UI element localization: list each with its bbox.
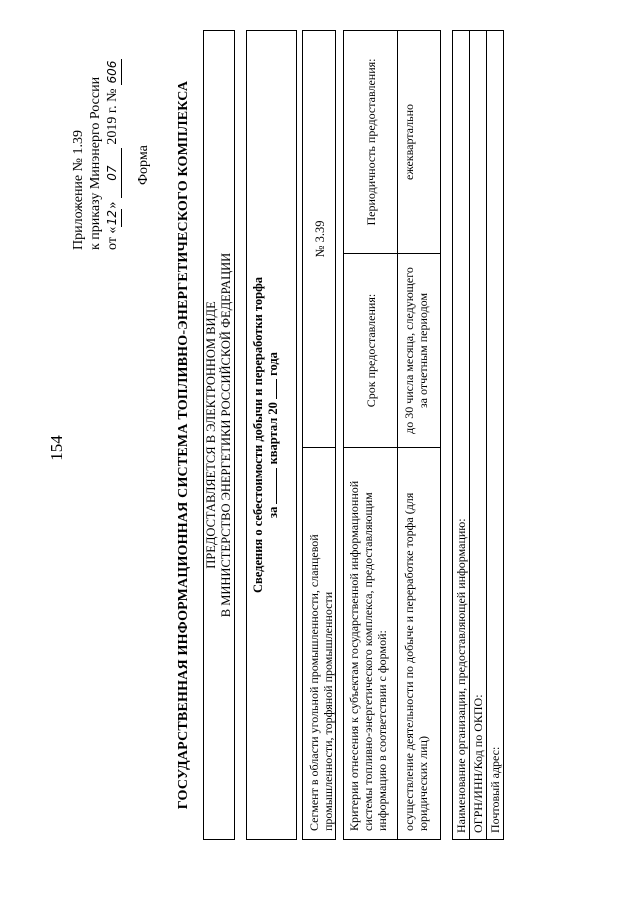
appendix-line-2: к приказу Минэнерго России xyxy=(88,76,103,250)
form-number: № 3.39 xyxy=(313,220,327,258)
submission-box xyxy=(203,30,235,840)
periodicity-value: ежеквартально xyxy=(402,104,416,180)
criteria-header: Критерии отнесения к субъектам государственной информационной системы топливно-энергетического комплекса, предоставляющим информацию в соответствии с формой: xyxy=(344,448,398,839)
report-period: за квартал 20 года xyxy=(266,352,280,518)
order-day: 12 xyxy=(104,209,122,227)
order-month: 07 xyxy=(104,148,122,198)
org-info-box xyxy=(452,30,504,840)
periodicity-header: Периодичность предоставления: xyxy=(344,31,398,253)
org-name-label: Наименование организации, предоставляющей информацию: xyxy=(453,31,470,839)
order-number: 606 xyxy=(104,59,122,85)
segment-box xyxy=(302,30,336,840)
deadline-column xyxy=(344,253,440,447)
periodicity-column xyxy=(344,31,440,253)
address-label: Почтовый адрес: xyxy=(488,746,502,833)
submission-line-2: В МИНИСТЕРСТВО ЭНЕРГЕТИКИ РОССИЙСКОЙ ФЕДЕРАЦИИ xyxy=(219,252,233,618)
criteria-table xyxy=(343,30,441,840)
deadline-value: до 30 числа месяца, следующего за отчетным периодом xyxy=(402,267,430,434)
deadline-header: Срок предоставления: xyxy=(344,254,398,447)
criteria-column xyxy=(344,447,440,839)
page-number: 154 xyxy=(46,435,66,461)
appendix-reference xyxy=(70,20,122,250)
report-heading: Сведения о себестоимости добычи и переработки торфа xyxy=(251,277,265,593)
criteria-value: осуществление деятельности по добыче и переработке торфа (для юридических лиц) xyxy=(402,492,430,831)
form-label: Форма xyxy=(136,145,151,185)
appendix-line-1: Приложение № 1.39 xyxy=(71,130,86,250)
ogrn-label: ОГРН/ИНН/Код по ОКПО: xyxy=(470,31,487,839)
appendix-line-3: от «12» 07 2019 г. № 606 xyxy=(105,60,120,250)
report-heading-box xyxy=(246,30,297,840)
segment-text: Сегмент в области угольной промышленности, сланцевой промышленности, торфяной промышленности xyxy=(303,447,335,839)
system-title: ГОСУДАРСТВЕННАЯ ИНФОРМАЦИОННАЯ СИСТЕМА ТОПЛИВНО-ЭНЕРГЕТИЧЕСКОГО КОМПЛЕКСА xyxy=(176,80,191,810)
submission-line-1: ПРЕДОСТАВЛЯЕТСЯ В ЭЛЕКТРОННОМ ВИДЕ xyxy=(204,301,218,569)
